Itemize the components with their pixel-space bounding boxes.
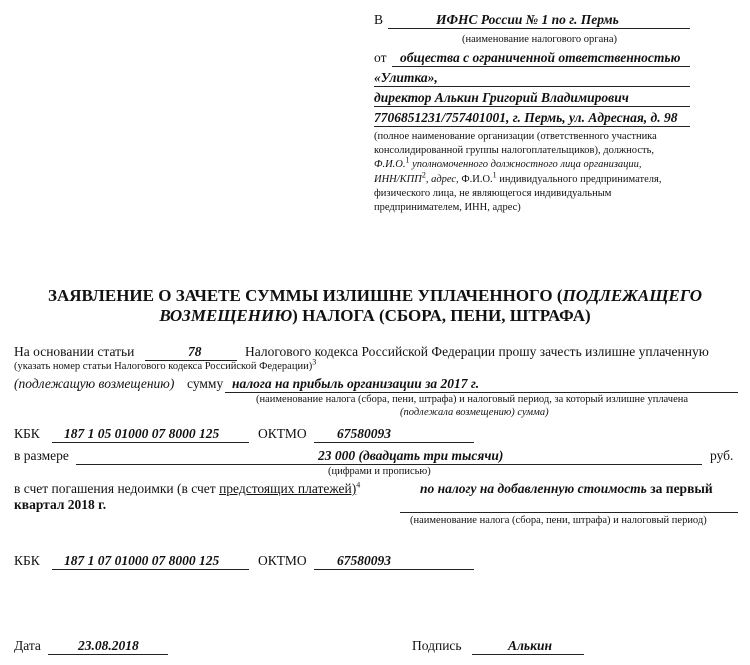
signature-label: Подпись <box>412 638 462 653</box>
applicant-caption-1: (полное наименование организации (ответственного участника <box>374 131 657 142</box>
applicant-line-3: директор Алькин Григорий Владимирович <box>374 90 629 105</box>
applicant-line-2: «Улитка», <box>374 70 438 85</box>
recipient-tax-office: ИФНС России № 1 по г. Пермь <box>436 12 619 27</box>
oktmo-underline <box>314 442 474 443</box>
to-prefix: В <box>374 12 384 27</box>
from-underline-1 <box>392 66 690 67</box>
oktmo-value: 67580093 <box>337 426 391 441</box>
from-underline-4 <box>374 126 690 127</box>
oktmo2-underline <box>314 569 474 570</box>
kbk2-value: 187 1 07 01000 07 8000 125 <box>64 553 220 568</box>
applicant-caption-4: ИНН/КПП$^2$, адрес, Ф.И.О.$^1$ индивидуального предпринимателя, <box>374 170 662 185</box>
recipient-caption: (наименование налогового органа) <box>462 34 618 45</box>
date-value: 23.08.2018 <box>78 638 139 653</box>
amount-underline <box>76 464 702 465</box>
tax-caption-2: (подлежала возмещению) сумма) <box>400 407 549 418</box>
offset-text: в счет погашения недоимки (в счет предстоящих платежей)$^4$ <box>14 480 361 496</box>
article-caption: (указать номер статьи Налогового кодекса Российской Федерации)$^3$ <box>14 357 317 372</box>
offset-caption: (наименование налога (сбора, пени, штрафа) и налоговый период) <box>410 515 707 526</box>
sum-word: сумму <box>187 376 224 391</box>
oktmo-label: ОКТМО <box>258 426 307 441</box>
kbk-underline <box>52 442 249 443</box>
document-title-line-1: ЗАЯВЛЕНИЕ О ЗАЧЕТЕ СУММЫ ИЗЛИШНЕ УПЛАЧЕННОГО (ПОДЛЕЖАЩЕГО <box>47 286 703 305</box>
date-underline <box>48 654 168 655</box>
amount-currency: руб. <box>710 448 734 463</box>
offset-tax: по налогу на добавленную стоимость за первый <box>420 481 713 496</box>
basis-prefix: На основании статьи <box>14 344 135 359</box>
document-title-line-2: ВОЗМЕЩЕНИЮ) НАЛОГА (СБОРА, ПЕНИ, ШТРАФА) <box>159 306 591 325</box>
applicant-line-1: общества с ограниченной ответственностью <box>400 50 681 65</box>
applicant-caption-2: консолидированной группы налогоплательщиков), должность, <box>374 145 654 156</box>
tax-name: налога на прибыль организации за 2017 г. <box>232 376 480 391</box>
date-label: Дата <box>14 638 41 653</box>
to-underline <box>388 28 690 29</box>
from-underline-3 <box>374 106 690 107</box>
kbk-value: 187 1 05 01000 07 8000 125 <box>64 426 220 441</box>
basis-suffix: Налогового кодекса Российской Федерации прошу зачесть излишне уплаченную <box>245 344 709 359</box>
tax-caption-1: (наименование налога (сбора, пени, штрафа) и налоговый период, за который излишне уплачена <box>256 394 689 405</box>
refund-italic: (подлежащую возмещению) <box>14 376 175 391</box>
offset-period: квартал 2018 г. <box>14 497 107 512</box>
signature-value: Алькин <box>508 638 552 653</box>
from-underline-2 <box>374 86 690 87</box>
kbk2-label: КБК <box>14 553 40 568</box>
signature-underline <box>472 654 584 655</box>
applicant-caption-5: физического лица, не являющегося индивидуальным <box>374 188 612 199</box>
amount-caption: (цифрами и прописью) <box>328 466 431 477</box>
amount-prefix: в размере <box>14 448 69 463</box>
applicant-caption-6: предпринимателем, ИНН, адрес) <box>374 202 521 213</box>
article-number: 78 <box>188 344 202 359</box>
applicant-line-4: 7706851231/757401001, г. Пермь, ул. Адресная, д. 98 <box>374 110 678 125</box>
oktmo2-value: 67580093 <box>337 553 391 568</box>
applicant-caption-3: Ф.И.О.$^1$ уполномоченного должностного лица организации, <box>374 155 642 170</box>
oktmo2-label: ОКТМО <box>258 553 307 568</box>
from-prefix: от <box>374 50 387 65</box>
amount-value: 23 000 (двадцать три тысячи) <box>318 448 504 463</box>
offset-underline <box>400 512 738 513</box>
tax-name-underline <box>225 392 738 393</box>
kbk-label: КБК <box>14 426 40 441</box>
kbk2-underline <box>52 569 249 570</box>
